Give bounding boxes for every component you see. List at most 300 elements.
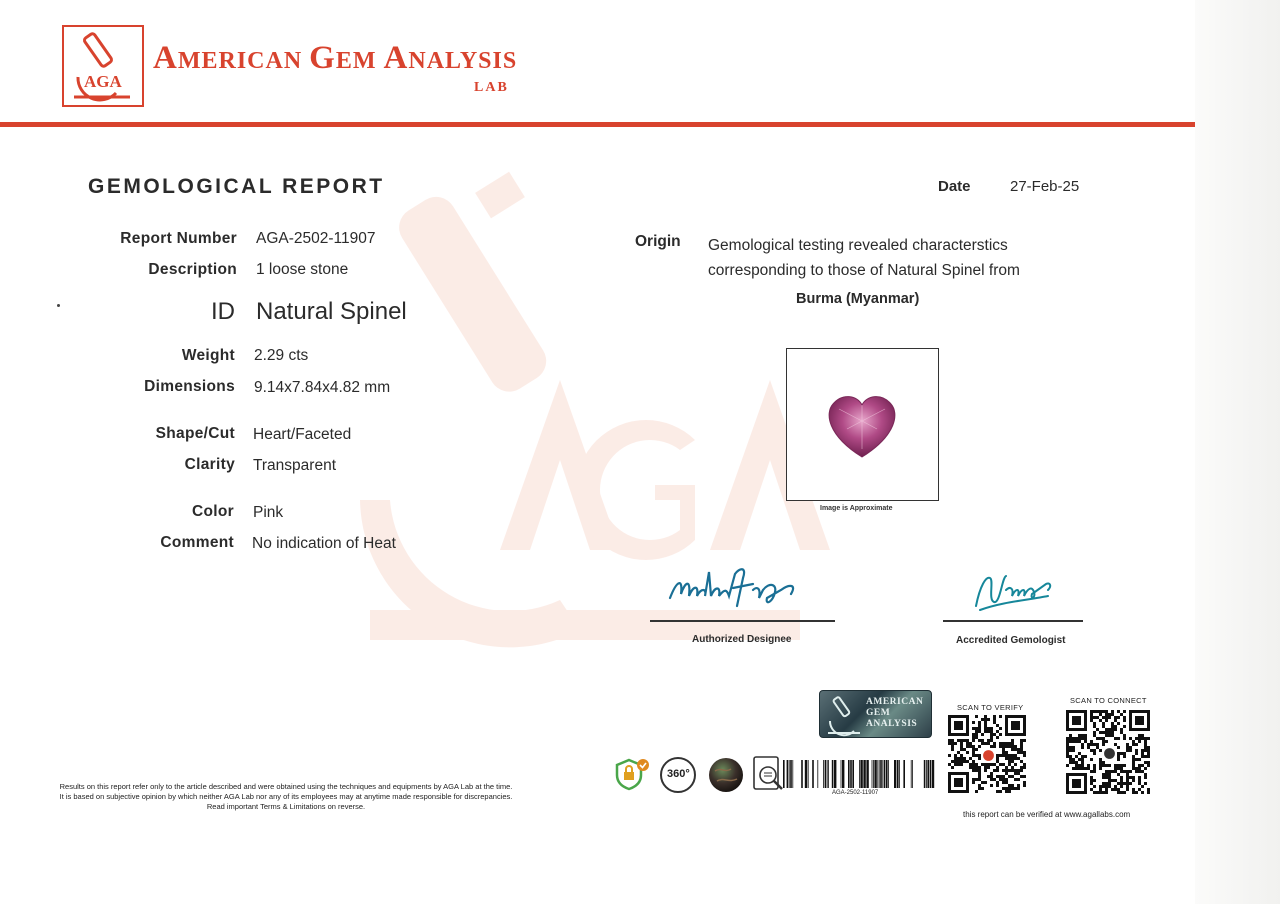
qr-module [1090, 788, 1093, 791]
barcode-bar [863, 760, 865, 788]
qr-module [1099, 791, 1102, 794]
barcode-bar [903, 760, 905, 788]
qr-module [1072, 740, 1075, 743]
qr-module [1081, 767, 1084, 770]
qr-module [972, 754, 975, 757]
qr-module [1078, 764, 1081, 767]
qr-module [1008, 769, 1011, 772]
qr-module [1075, 764, 1078, 767]
qr-module [1132, 755, 1135, 758]
qr-module [1117, 746, 1120, 749]
qr-module [1090, 749, 1093, 752]
qr-module [1069, 740, 1072, 743]
qr-module [1096, 791, 1099, 794]
qr-module [1096, 743, 1099, 746]
qr-module [1078, 734, 1081, 737]
qr-module [1141, 791, 1144, 794]
qr-module [1017, 787, 1020, 790]
qr-module [960, 748, 963, 751]
qr-module [972, 760, 975, 763]
barcode-bar [812, 760, 814, 788]
qr-module [987, 739, 990, 742]
qr-module [960, 760, 963, 763]
qr-module [1011, 766, 1014, 769]
qr-module [1081, 758, 1084, 761]
qr-module [1081, 764, 1084, 767]
origin-label: Origin [635, 233, 681, 250]
qr-module [951, 742, 954, 745]
hologram-text [866, 697, 923, 730]
qr-module [1120, 785, 1123, 788]
qr-module [1014, 748, 1017, 751]
qr-module [1120, 752, 1123, 755]
qr-module [1084, 734, 1087, 737]
qr-module [1129, 782, 1132, 785]
qr-module [1011, 784, 1014, 787]
gemologist-signature [972, 566, 1062, 616]
qr-module [1111, 728, 1114, 731]
qr-module [999, 733, 1002, 736]
qr-module [972, 751, 975, 754]
barcode-bar [805, 760, 807, 788]
qr-module [972, 763, 975, 766]
qr-module [1093, 734, 1096, 737]
qr-module [978, 730, 981, 733]
qr-module [1014, 745, 1017, 748]
qr-module [1114, 719, 1117, 722]
qr-module [1102, 737, 1105, 740]
qr-module [1108, 782, 1111, 785]
hologram-seal [819, 690, 932, 738]
qr-module [1011, 754, 1014, 757]
qr-module [1105, 734, 1108, 737]
qr-module [975, 766, 978, 769]
qr-module [1002, 754, 1005, 757]
qr-module [966, 742, 969, 745]
qr-module [1081, 734, 1084, 737]
qr-module [1093, 791, 1096, 794]
qr-module [1005, 790, 1008, 793]
qr-module [954, 757, 957, 760]
360-label: 360° [667, 768, 690, 780]
qr-module [999, 742, 1002, 745]
qr-module [1147, 737, 1150, 740]
qr-module [1132, 779, 1135, 782]
qr-module [1081, 761, 1084, 764]
qr-module [1114, 770, 1117, 773]
qr-module [987, 727, 990, 730]
qr-module [1135, 752, 1138, 755]
qr-module [1123, 710, 1126, 713]
qr-module [951, 745, 954, 748]
qr-module [1120, 776, 1123, 779]
color-label: Color [192, 503, 234, 520]
barcode-bar [877, 760, 878, 788]
connect-qr-code[interactable] [1066, 710, 1152, 794]
qr-module [1114, 767, 1117, 770]
qr-module [969, 766, 972, 769]
qr-module [1066, 749, 1069, 752]
qr-module [963, 760, 966, 763]
qr-module [1108, 776, 1111, 779]
qr-module [1008, 742, 1011, 745]
qr-module [1017, 757, 1020, 760]
hologram-line: GEM [866, 708, 891, 718]
qr-module [1108, 716, 1111, 719]
header-rule [0, 122, 1195, 127]
barcode-bar [825, 760, 827, 788]
qr-module [993, 745, 996, 748]
qr-module [990, 736, 993, 739]
qr-module [1099, 785, 1102, 788]
report-title: GEMOLOGICAL REPORT [88, 175, 385, 198]
qr-module [1081, 737, 1084, 740]
qr-module [1093, 725, 1096, 728]
qr-module [966, 760, 969, 763]
qr-module [1108, 773, 1111, 776]
qr-module [948, 739, 951, 742]
qr-module [1093, 722, 1096, 725]
barcode-bar [842, 760, 844, 788]
disclaimer-line: It is based on subjective opinion by which neither AGA Lab nor any of its employees may at anytime made responsible for discrepancies. [59, 792, 513, 801]
qr-module [1147, 752, 1150, 755]
qr-module [978, 721, 981, 724]
qr-finder [1072, 779, 1081, 788]
qr-module [1096, 728, 1099, 731]
qr-module [1008, 757, 1011, 760]
qr-module [981, 718, 984, 721]
qr-module [1090, 779, 1093, 782]
qr-module [1132, 791, 1135, 794]
qr-module [996, 757, 999, 760]
qr-module [1093, 770, 1096, 773]
qr-module [1126, 770, 1129, 773]
qr-module [1102, 716, 1105, 719]
qr-module [954, 760, 957, 763]
qr-module [1090, 713, 1093, 716]
qr-module [1066, 743, 1069, 746]
qr-module [1084, 740, 1087, 743]
qr-finder [1135, 716, 1144, 725]
qr-module [1114, 725, 1117, 728]
qr-module [1138, 767, 1141, 770]
qr-module [999, 715, 1002, 718]
qr-module [1096, 737, 1099, 740]
qr-module [1114, 716, 1117, 719]
qr-module [1141, 764, 1144, 767]
qr-module [972, 769, 975, 772]
qr-module [1020, 745, 1023, 748]
qr-module [1093, 767, 1096, 770]
qr-module [984, 781, 987, 784]
qr-module [1069, 755, 1072, 758]
qr-module [1111, 710, 1114, 713]
qr-module [1117, 764, 1120, 767]
qr-module [1120, 713, 1123, 716]
qr-module [1114, 764, 1117, 767]
qr-module [1005, 757, 1008, 760]
svg-text:AGA: AGA [84, 72, 122, 91]
qr-module [1008, 745, 1011, 748]
qr-module [978, 724, 981, 727]
qr-module [1102, 773, 1105, 776]
qr-module [1020, 760, 1023, 763]
qr-module [1147, 764, 1150, 767]
qr-module [1138, 764, 1141, 767]
qr-module [1093, 731, 1096, 734]
qr-module [960, 745, 963, 748]
qr-module [1008, 790, 1011, 793]
barcode-bar [930, 760, 932, 788]
description-value: 1 loose stone [256, 261, 349, 278]
qr-module [1132, 776, 1135, 779]
barcode-bar [911, 760, 912, 788]
qr-module [990, 763, 993, 766]
barcode-bar [874, 760, 876, 788]
qr-module [1141, 737, 1144, 740]
qr-module [1093, 743, 1096, 746]
qr-module [1123, 716, 1126, 719]
gemologist-title: Accredited Gemologist [956, 635, 1066, 646]
qr-module [1117, 782, 1120, 785]
qr-module [963, 739, 966, 742]
qr-module [993, 742, 996, 745]
qr-module [984, 727, 987, 730]
qr-module [1144, 782, 1147, 785]
qr-module [1023, 766, 1026, 769]
barcode-bar [841, 760, 842, 788]
id-label: ID [211, 298, 235, 325]
qr-module [1008, 787, 1011, 790]
qr-module [1020, 748, 1023, 751]
qr-module [1096, 710, 1099, 713]
qr-module [1111, 770, 1114, 773]
qr-module [1144, 737, 1147, 740]
qr-module [1135, 767, 1138, 770]
qr-module [1090, 716, 1093, 719]
qr-module [1078, 737, 1081, 740]
qr-module [1011, 745, 1014, 748]
qr-module [1117, 755, 1120, 758]
qr-module [1017, 778, 1020, 781]
qr-module [1123, 725, 1126, 728]
qr-module [1132, 740, 1135, 743]
qr-module [1135, 743, 1138, 746]
qr-module [1005, 742, 1008, 745]
qr-module [1078, 752, 1081, 755]
qr-module [1135, 737, 1138, 740]
barcode-bar [886, 760, 888, 788]
color-value: Pink [253, 504, 284, 521]
qr-module [1102, 761, 1105, 764]
qr-module [1087, 764, 1090, 767]
qr-module [1066, 764, 1069, 767]
qr-module [978, 766, 981, 769]
qr-module [1147, 761, 1150, 764]
qr-module [975, 778, 978, 781]
qr-module [1111, 779, 1114, 782]
qr-module [1132, 743, 1135, 746]
qr-module [1099, 764, 1102, 767]
qr-module [954, 763, 957, 766]
qr-module [1114, 785, 1117, 788]
qr-module [1078, 758, 1081, 761]
qr-module [972, 778, 975, 781]
qr-module [951, 766, 954, 769]
qr-module [969, 745, 972, 748]
barcode-bar [860, 760, 862, 788]
qr-module [990, 778, 993, 781]
qr-module [1129, 746, 1132, 749]
qr-module [978, 739, 981, 742]
qr-module [1093, 716, 1096, 719]
qr-module [951, 748, 954, 751]
qr-module [1002, 775, 1005, 778]
qr-module [1138, 782, 1141, 785]
qr-module [1147, 749, 1150, 752]
qr-module [978, 778, 981, 781]
barcode-bar [882, 760, 883, 788]
qr-module [1002, 745, 1005, 748]
qr-module [954, 754, 957, 757]
qr-module [1066, 755, 1069, 758]
qr-module [1108, 713, 1111, 716]
qr-module [1005, 772, 1008, 775]
qr-module [1066, 740, 1069, 743]
qr-module [1072, 758, 1075, 761]
qr-module [1066, 752, 1069, 755]
qr-module [1144, 755, 1147, 758]
qr-module [1020, 739, 1023, 742]
qr-module [1144, 740, 1147, 743]
comment-value: No indication of Heat [252, 535, 396, 552]
qr-module [1023, 781, 1026, 784]
qr-module [1093, 749, 1096, 752]
verify-qr-code[interactable] [948, 715, 1026, 793]
verify-url-text: this report can be verified at www.agallabs.com [963, 810, 1131, 819]
qr-module [1135, 758, 1138, 761]
qr-module [1102, 725, 1105, 728]
qr-module [1120, 782, 1123, 785]
qr-module [1123, 719, 1126, 722]
qr-module [1002, 763, 1005, 766]
dimensions-label: Dimensions [144, 378, 235, 395]
qr-module [1117, 758, 1120, 761]
disclaimer-line: Read important Terms & Limitations on reverse. [206, 802, 366, 811]
qr-module [1114, 788, 1117, 791]
qr-finder [954, 721, 963, 730]
qr-module [957, 751, 960, 754]
qr-module [1084, 755, 1087, 758]
qr-module [1072, 761, 1075, 764]
qr-module [1105, 713, 1108, 716]
designee-signature [665, 560, 825, 616]
qr-module [981, 787, 984, 790]
barcode-bar [932, 760, 934, 788]
qr-module [1117, 773, 1120, 776]
qr-module [981, 781, 984, 784]
qr-module [1105, 776, 1108, 779]
qr-module [996, 790, 999, 793]
qr-module [1002, 781, 1005, 784]
qr-module [1108, 731, 1111, 734]
qr-module [975, 727, 978, 730]
qr-module [1011, 775, 1014, 778]
qr-module [1090, 758, 1093, 761]
qr-module [963, 748, 966, 751]
qr-module [963, 757, 966, 760]
qr-module [1084, 737, 1087, 740]
qr-module [1108, 770, 1111, 773]
qr-module [981, 763, 984, 766]
qr-module [1017, 751, 1020, 754]
disclaimer-line: Results on this report refer only to the article described and were obtained using the techniques and equipments by AGA Lab at the time. [59, 782, 513, 791]
qr-module [1132, 767, 1135, 770]
qr-module [996, 775, 999, 778]
qr-module [1011, 757, 1014, 760]
qr-module [1002, 769, 1005, 772]
qr-module [1075, 740, 1078, 743]
qr-module [975, 769, 978, 772]
qr-module [1123, 770, 1126, 773]
paper-edge [1195, 0, 1280, 904]
qr-module [1087, 746, 1090, 749]
designee-signature-line [650, 620, 835, 622]
qr-module [1105, 731, 1108, 734]
qr-module [1023, 763, 1026, 766]
qr-module [1132, 761, 1135, 764]
barcode-bar [884, 760, 886, 788]
qr-module [1141, 749, 1144, 752]
barcode-bar [789, 760, 790, 788]
qr-module [1129, 770, 1132, 773]
qr-module [1099, 758, 1102, 761]
qr-module [1144, 761, 1147, 764]
qr-module [1081, 746, 1084, 749]
qr-module [978, 772, 981, 775]
qr-module [1138, 758, 1141, 761]
barcode-bar [894, 760, 896, 788]
qr-module [1111, 713, 1114, 716]
qr-module [978, 754, 981, 757]
qr-module [996, 784, 999, 787]
qr-module [975, 730, 978, 733]
qr-module [1126, 779, 1129, 782]
barcode-bar [927, 760, 929, 788]
qr-module [1102, 731, 1105, 734]
qr-module [1141, 755, 1144, 758]
qr-module [1011, 739, 1014, 742]
qr-module [1017, 784, 1020, 787]
qr-module [1014, 787, 1017, 790]
barcode-bar [873, 760, 874, 788]
qr-module [1002, 742, 1005, 745]
qr-module [1123, 764, 1126, 767]
qr-module [975, 790, 978, 793]
qr-module [1072, 767, 1075, 770]
qr-module [1147, 788, 1150, 791]
qr-module [1132, 764, 1135, 767]
qr-module [1020, 775, 1023, 778]
qr-module [1002, 751, 1005, 754]
qr-module [1008, 754, 1011, 757]
qr-module [1099, 749, 1102, 752]
qr-module [1075, 761, 1078, 764]
qr-module [1111, 731, 1114, 734]
qr-module [1078, 767, 1081, 770]
barcode-bar [828, 760, 829, 788]
qr-module [1069, 758, 1072, 761]
